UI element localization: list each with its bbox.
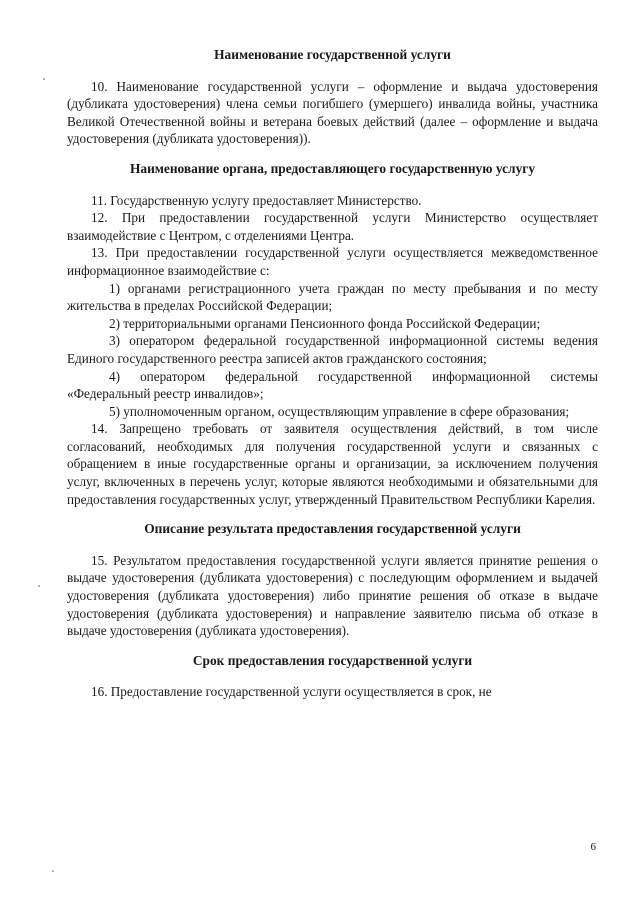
section-heading-result: Описание результата предоставления государственной услуги [144, 521, 521, 537]
section-heading-term: Срок предоставления государственной услуги [192, 652, 473, 668]
scan-speck [52, 870, 54, 872]
list-item-13-1: 1) органами регистрационного учета граждан по месту пребывания и по месту жительства в пределах Российской Федерации; [67, 280, 598, 314]
scan-speck [38, 585, 40, 587]
section-heading-service-name: Наименование государственной услуги [214, 47, 451, 62]
paragraph-10: 10. Наименование государственной услуги – оформление и выдача удостоверения (дубликата удостоверения) члена семьи погибшего (умершего) инвалида войны, участника Великой Отечественной войны и ветерана боевых действий (далее – оформление и выдача удостоверения (дубликата удостоверения)). [67, 78, 598, 147]
paragraph-16: 16. Предоставление государственной услуги осуществляется в срок, не [91, 684, 492, 700]
paragraph-14: 14. Запрещено требовать от заявителя осуществления действий, в том числе согласований, необходимых для получения государственной услуги и связанных с обращением в иные государственные органы и организации, за исключением получения услуг, включенных в перечень услуг, которые являются необходимыми и обязательными для предоставления государственных услуг, утвержденный Правительством Республики Карелия. [67, 421, 598, 507]
paragraph-11: 11. Государственную услугу предоставляет Министерство. [91, 192, 422, 208]
page-number: 6 [590, 841, 596, 853]
scan-speck [43, 78, 45, 80]
list-item-13-2: 2) территориальными органами Пенсионного фонда Российской Федерации; [109, 315, 541, 331]
list-item-13-5: 5) уполномоченным органом, осуществляющим управление в сфере образования; [109, 403, 570, 419]
list-item-13-4: 4) оператором федеральной государственной информационной системы «Федеральный реестр инвалидов»; [67, 368, 598, 402]
paragraph-15: 15. Результатом предоставления государственной услуги является принятие решения о выдаче удостоверения (дубликата удостоверения) с последующим оформлением и выдачей удостоверения (дубликата удостоверения) либо принятие решения об отказе в выдаче удостоверения (дубликата удостоверения) и направление заявителю письма об отказе в выдаче удостоверения (дубликата удостоверения). [67, 552, 598, 639]
list-item-13-3: 3) оператором федеральной государственной информационной системы ведения Единого государственного реестра записей актов гражданского состояния; [67, 333, 598, 366]
section-heading-providing-body: Наименование органа, предоставляющего государственную услугу [129, 160, 536, 176]
paragraph-13: 13. При предоставлении государственной услуги осуществляется межведомственное информационное взаимодействие с: [67, 245, 598, 278]
paragraph-12: 12. При предоставлении государственной услуги Министерство осуществляет взаимодействие с Центром, с отделениями Центра. [67, 210, 598, 243]
document-page [67, 46, 598, 701]
